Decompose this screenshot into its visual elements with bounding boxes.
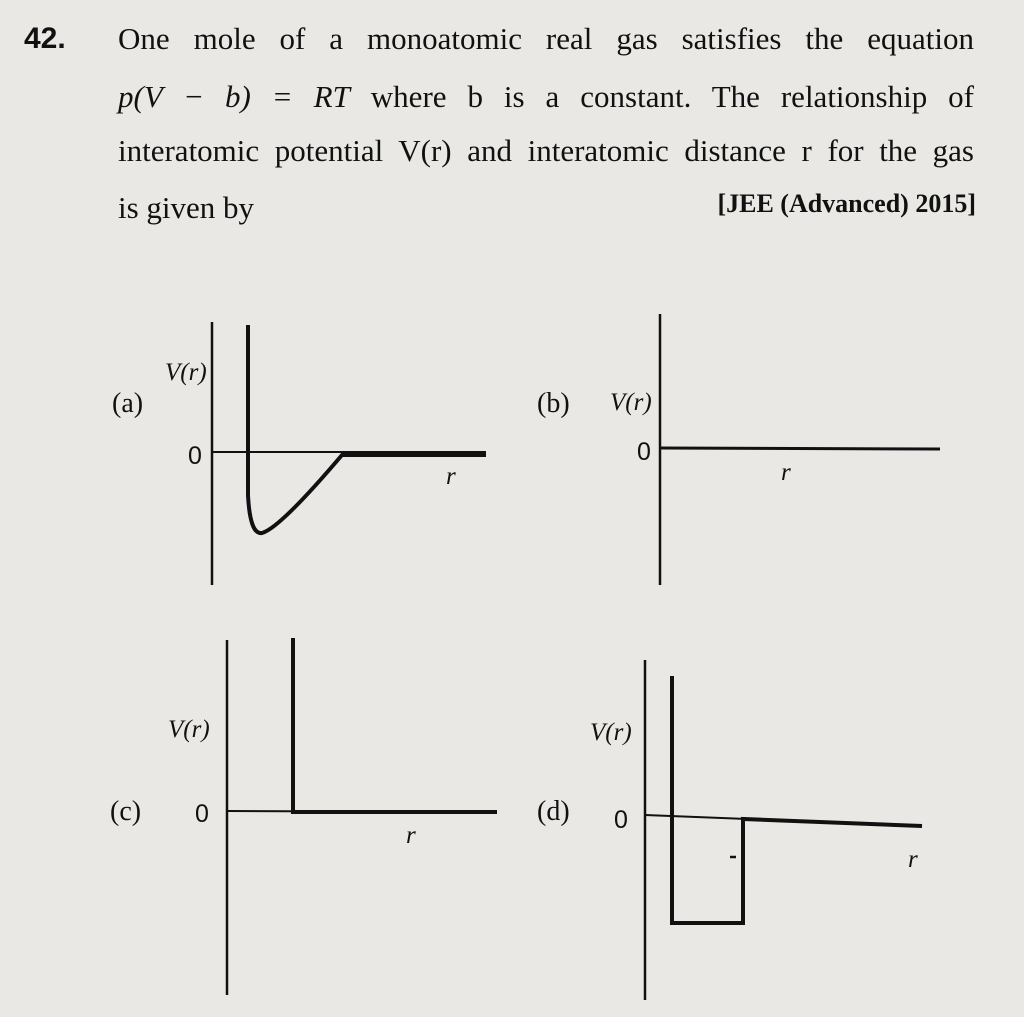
question-line-4: is given by <box>118 190 255 225</box>
option-a-curve <box>248 325 486 533</box>
option-d-zero-label: 0 <box>614 806 628 834</box>
option-b-curve <box>660 448 940 449</box>
option-d-y-label: V(r) <box>590 719 632 746</box>
gas-equation: p(V − b) = RT <box>118 79 350 114</box>
option-c-x-label: r <box>406 822 416 849</box>
graph-option-b <box>537 314 940 585</box>
exam-source: [JEE (Advanced) 2015] <box>717 189 976 218</box>
option-b-zero-label: 0 <box>637 438 651 466</box>
option-c-zero-label: 0 <box>195 800 209 828</box>
option-a-y-label: V(r) <box>165 359 207 386</box>
graph-option-a <box>112 322 486 585</box>
graph-option-d <box>537 660 922 1000</box>
option-a-zero-label: 0 <box>188 442 202 470</box>
option-d-x-label: r <box>908 846 918 873</box>
question-line-3: interatomic potential V(r) and interatomic distance r for the gas <box>118 133 974 168</box>
option-a-label: (a) <box>112 388 144 419</box>
option-d-curve <box>672 676 922 923</box>
option-a-x-label: r <box>446 463 456 490</box>
option-c-curve <box>293 638 497 812</box>
option-b-y-label: V(r) <box>610 389 652 416</box>
option-b-x-label: r <box>781 459 791 486</box>
option-b-label: (b) <box>537 388 570 419</box>
question-number: 42. <box>24 22 66 55</box>
option-c-y-label: V(r) <box>168 716 210 743</box>
option-d-label: (d) <box>537 796 570 827</box>
graph-option-c <box>110 638 497 995</box>
option-c-label: (c) <box>110 796 142 827</box>
question-line-2-rest: where b is a constant. The relationship of <box>370 79 974 114</box>
question-line-1: One mole of a monoatomic real gas satisfies the equation <box>118 21 974 56</box>
